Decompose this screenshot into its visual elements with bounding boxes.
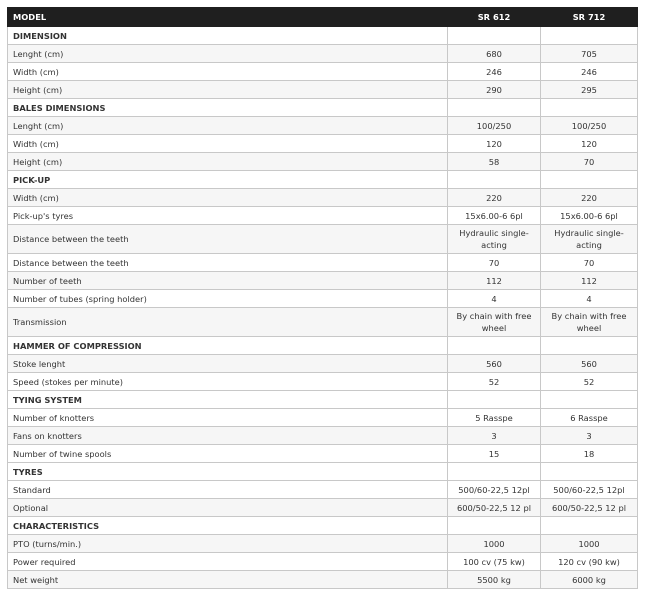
- value-sr712: 3: [541, 427, 638, 445]
- value-sr712: 560: [541, 355, 638, 373]
- value-sr612: 3: [448, 427, 541, 445]
- row-label: Speed (stokes per minute): [8, 373, 448, 391]
- table-row: [8, 290, 638, 308]
- section-empty-cell-1: [448, 391, 541, 409]
- row-label: Width (cm): [8, 135, 448, 153]
- section-title: HAMMER OF COMPRESSION: [8, 337, 448, 355]
- section-empty-cell-2: [541, 27, 638, 45]
- row-label: Pick-up's tyres: [8, 207, 448, 225]
- section-header-row: [8, 337, 638, 355]
- table-row: [8, 63, 638, 81]
- table-row: [8, 553, 638, 571]
- row-label: Width (cm): [8, 63, 448, 81]
- value-sr612: 15: [448, 445, 541, 463]
- value-sr712: 220: [541, 189, 638, 207]
- value-sr712: 600/50-22,5 12 pl: [541, 499, 638, 517]
- value-sr612: 100/250: [448, 117, 541, 135]
- table-row: [8, 409, 638, 427]
- table-row: [8, 81, 638, 99]
- table-row: [8, 207, 638, 225]
- table-row: [8, 373, 638, 391]
- value-sr612: 220: [448, 189, 541, 207]
- table-header-row: [8, 8, 638, 27]
- table-row: [8, 308, 638, 337]
- table-row: [8, 189, 638, 207]
- section-empty-cell-1: [448, 99, 541, 117]
- value-sr612: 5500 kg: [448, 571, 541, 589]
- table-row: [8, 481, 638, 499]
- row-label: Number of knotters: [8, 409, 448, 427]
- value-sr612: 15x6.00-6 6pl: [448, 207, 541, 225]
- table-row: [8, 499, 638, 517]
- table-row: [8, 225, 638, 254]
- value-sr712: 112: [541, 272, 638, 290]
- section-header-row: [8, 391, 638, 409]
- value-sr712: 120: [541, 135, 638, 153]
- row-label: Number of twine spools: [8, 445, 448, 463]
- row-label: Lenght (cm): [8, 117, 448, 135]
- value-sr612: Hydraulic single-acting: [448, 225, 541, 254]
- section-header-row: [8, 27, 638, 45]
- value-sr712: 4: [541, 290, 638, 308]
- table-row: [8, 254, 638, 272]
- section-empty-cell-1: [448, 171, 541, 189]
- spec-table-container: [7, 7, 637, 589]
- value-sr612: 1000: [448, 535, 541, 553]
- row-label: Lenght (cm): [8, 45, 448, 63]
- value-sr712: 6 Rasspe: [541, 409, 638, 427]
- value-sr712: 295: [541, 81, 638, 99]
- value-sr612: 58: [448, 153, 541, 171]
- row-label: Number of tubes (spring holder): [8, 290, 448, 308]
- section-empty-cell-2: [541, 171, 638, 189]
- row-label: Distance between the teeth: [8, 254, 448, 272]
- section-title: DIMENSION: [8, 27, 448, 45]
- section-empty-cell-2: [541, 391, 638, 409]
- row-label: Number of teeth: [8, 272, 448, 290]
- section-title: TYING SYSTEM: [8, 391, 448, 409]
- section-empty-cell-2: [541, 337, 638, 355]
- value-sr712: 500/60-22,5 12pl: [541, 481, 638, 499]
- value-sr612: 680: [448, 45, 541, 63]
- value-sr712: 70: [541, 153, 638, 171]
- value-sr612: 52: [448, 373, 541, 391]
- row-label: Transmission: [8, 308, 448, 337]
- section-empty-cell-1: [448, 27, 541, 45]
- row-label: Height (cm): [8, 153, 448, 171]
- section-title: TYRES: [8, 463, 448, 481]
- section-title: PICK-UP: [8, 171, 448, 189]
- header-model: MODEL: [8, 8, 448, 27]
- value-sr612: 4: [448, 290, 541, 308]
- table-row: [8, 355, 638, 373]
- value-sr612: 112: [448, 272, 541, 290]
- section-empty-cell-1: [448, 517, 541, 535]
- value-sr712: 120 cv (90 kw): [541, 553, 638, 571]
- table-row: [8, 571, 638, 589]
- section-header-row: [8, 517, 638, 535]
- section-empty-cell-2: [541, 463, 638, 481]
- value-sr712: 1000: [541, 535, 638, 553]
- section-empty-cell-2: [541, 517, 638, 535]
- section-empty-cell-1: [448, 463, 541, 481]
- section-header-row: [8, 463, 638, 481]
- value-sr612: 246: [448, 63, 541, 81]
- value-sr712: 52: [541, 373, 638, 391]
- section-empty-cell-1: [448, 337, 541, 355]
- section-header-row: [8, 99, 638, 117]
- row-label: Stoke lenght: [8, 355, 448, 373]
- value-sr612: 600/50-22,5 12 pl: [448, 499, 541, 517]
- row-label: Power required: [8, 553, 448, 571]
- table-row: [8, 117, 638, 135]
- table-row: [8, 153, 638, 171]
- value-sr612: 70: [448, 254, 541, 272]
- row-label: PTO (turns/min.): [8, 535, 448, 553]
- value-sr712: 246: [541, 63, 638, 81]
- value-sr612: 500/60-22,5 12pl: [448, 481, 541, 499]
- value-sr712: 15x6.00-6 6pl: [541, 207, 638, 225]
- value-sr612: 120: [448, 135, 541, 153]
- row-label: Height (cm): [8, 81, 448, 99]
- section-title: BALES DIMENSIONS: [8, 99, 448, 117]
- value-sr612: 560: [448, 355, 541, 373]
- row-label: Optional: [8, 499, 448, 517]
- table-row: [8, 272, 638, 290]
- row-label: Width (cm): [8, 189, 448, 207]
- value-sr712: Hydraulic single-acting: [541, 225, 638, 254]
- value-sr712: By chain with free wheel: [541, 308, 638, 337]
- value-sr612: By chain with free wheel: [448, 308, 541, 337]
- row-label: Distance between the teeth: [8, 225, 448, 254]
- value-sr612: 5 Rasspe: [448, 409, 541, 427]
- value-sr612: 290: [448, 81, 541, 99]
- header-sr712: SR 712: [541, 8, 638, 27]
- table-row: [8, 427, 638, 445]
- table-row: [8, 535, 638, 553]
- spec-table: [7, 7, 638, 589]
- table-row: [8, 445, 638, 463]
- row-label: Standard: [8, 481, 448, 499]
- value-sr712: 705: [541, 45, 638, 63]
- value-sr712: 70: [541, 254, 638, 272]
- value-sr712: 18: [541, 445, 638, 463]
- header-sr612: SR 612: [448, 8, 541, 27]
- value-sr612: 100 cv (75 kw): [448, 553, 541, 571]
- table-row: [8, 45, 638, 63]
- section-header-row: [8, 171, 638, 189]
- value-sr712: 100/250: [541, 117, 638, 135]
- row-label: Fans on knotters: [8, 427, 448, 445]
- value-sr712: 6000 kg: [541, 571, 638, 589]
- spec-table-body: [8, 27, 638, 589]
- section-empty-cell-2: [541, 99, 638, 117]
- row-label: Net weight: [8, 571, 448, 589]
- section-title: CHARACTERISTICS: [8, 517, 448, 535]
- table-row: [8, 135, 638, 153]
